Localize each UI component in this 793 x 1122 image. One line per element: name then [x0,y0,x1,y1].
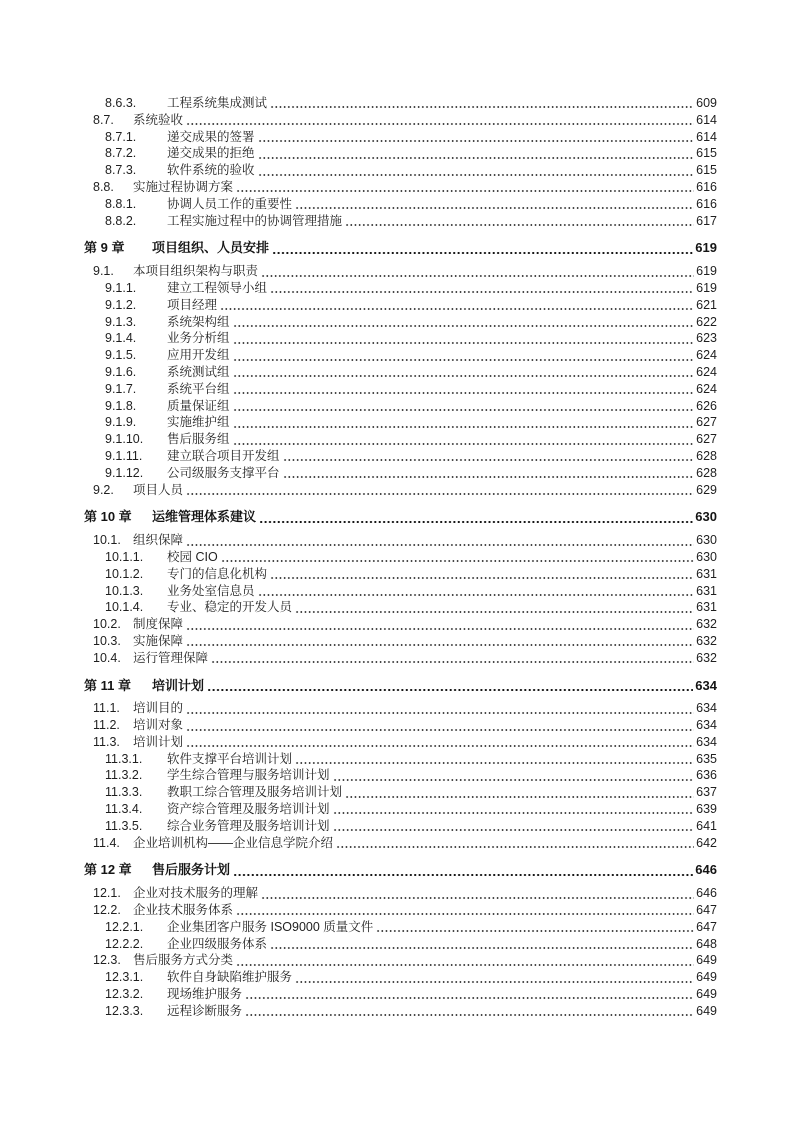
toc-entry [105,129,717,146]
toc-entry-title: 协调人员工作的重要性 [167,196,293,211]
toc-entry-page: 609 [696,96,717,110]
toc-entry-number: 10.2. [93,617,121,632]
toc-entry-title: 教职工综合管理及服务培训计划 [167,785,343,800]
toc-entry [93,179,717,196]
toc-entry-title: 企业对技术服务的理解 [133,886,259,901]
toc-entry-number: 9.1.7. [105,381,137,396]
dot-leader [270,936,694,953]
toc-entry-page: 647 [696,903,717,918]
dot-leader [236,952,694,969]
toc-entry-page: 631 [696,600,717,615]
toc-entry-page: 634 [696,718,717,733]
dot-leader [186,112,694,129]
dot-leader [261,885,694,902]
toc-entry [105,314,717,331]
toc-chapter-heading-page: 634 [695,677,717,693]
toc-chapter-heading-number: 第 12 章 [84,862,132,878]
toc-entry [105,465,717,482]
toc-section [84,862,717,1019]
toc-entry-number: 8.7.2. [105,146,137,161]
toc-entry [105,919,717,936]
toc-entry-number: 9.1.9. [105,415,137,430]
dot-leader [233,431,695,448]
toc-entry-number: 11.1. [93,701,120,716]
toc-entry-number: 11.3.2. [105,768,143,783]
toc-entry-page: 627 [696,432,717,447]
toc-entry-title: 制度保障 [133,617,184,632]
dot-leader [261,263,694,280]
toc-entry-page: 624 [696,364,717,379]
toc-entry-page: 614 [696,129,717,144]
toc-entry [105,330,717,347]
toc-entry-page: 634 [696,701,717,716]
toc-entry-page: 649 [696,953,717,968]
dot-leader [258,129,695,146]
toc-entry [105,347,717,364]
toc-entry-title: 业务分析组 [167,331,230,346]
toc-entry-number: 11.2. [93,718,120,733]
toc-entry [105,297,717,314]
toc-entry-number: 9.1.4. [105,331,137,346]
toc-entry [105,414,717,431]
toc-entry-number: 9.1.3. [105,314,137,329]
toc-entry-title: 售后服务组 [167,432,230,447]
dot-leader [233,364,695,381]
toc-entry-title: 远程诊断服务 [167,1003,243,1018]
dot-leader [270,95,694,112]
toc-entry-number: 8.7.3. [105,163,137,178]
toc-entry [105,969,717,986]
toc-entry [105,95,717,112]
toc-entry-title: 软件支撑平台培训计划 [167,751,293,766]
toc-entry [105,801,717,818]
dot-leader [333,801,695,818]
toc-entry-title: 系统验收 [133,112,184,127]
toc-entry-title: 递交成果的签署 [167,129,255,144]
toc-entry-number: 9.1.2. [105,297,137,312]
toc-entry-page: 630 [696,549,717,564]
toc-entry-title: 软件系统的验收 [167,163,255,178]
toc-entry-page: 626 [696,398,717,413]
toc-entry-number: 9.2. [93,482,114,497]
toc-entry-title: 系统测试组 [167,364,230,379]
toc-chapter-heading [84,240,717,257]
dot-leader [221,549,694,566]
toc-entry-number: 10.3. [93,633,121,648]
toc-entry-page: 634 [696,734,717,749]
dot-leader [186,717,694,734]
toc-entry-title: 系统平台组 [167,381,230,396]
dot-leader [295,196,694,213]
toc-entry [93,532,717,549]
toc-entry-page: 639 [696,802,717,817]
toc-chapter-heading-title: 项目组织、人员安排 [152,240,270,256]
toc-entry [105,784,717,801]
toc-entry-number: 8.8. [93,179,114,194]
toc-entry-title: 校园 CIO [167,549,218,564]
toc-entry [105,936,717,953]
dot-leader [233,314,695,331]
toc-entry-title: 递交成果的拒绝 [167,146,255,161]
toc-entry-number: 8.8.2. [105,213,137,228]
dot-leader [295,599,694,616]
toc-entry-number: 10.1.1. [105,549,144,564]
toc-entry-number: 10.1. [93,533,121,548]
toc-entry [105,213,717,230]
toc-entry [105,566,717,583]
toc-entry [105,196,717,213]
toc-entry-number: 11.3.4. [105,802,143,817]
toc-entry [93,952,717,969]
toc-entry-title: 组织保障 [133,533,184,548]
toc-chapter-heading [84,678,717,695]
toc-entry-number: 10.1.4. [105,600,144,615]
toc-entry [93,650,717,667]
toc-entry-number: 12.1. [93,886,121,901]
toc-entry-title: 现场维护服务 [167,987,243,1002]
toc-entry-title: 企业集团客户服务 ISO9000 质量文件 [167,919,374,934]
toc-entry-number: 11.3. [93,734,120,749]
toc-entry-page: 631 [696,566,717,581]
toc-entry-number: 12.2.1. [105,919,144,934]
toc-entry-title: 实施维护组 [167,415,230,430]
dot-leader [245,986,694,1003]
toc-entry-title: 建立工程领导小组 [167,280,268,295]
dot-leader [245,1003,694,1020]
toc-entry-number: 9.1.8. [105,398,137,413]
toc-entry-number: 12.3.1. [105,970,144,985]
toc-chapter-heading-title: 培训计划 [152,677,205,693]
toc-entry-number: 9.1.11. [105,448,143,463]
toc-entry-number: 9.1.1. [105,280,137,295]
toc-entry-page: 615 [696,146,717,161]
dot-leader [270,280,694,297]
dot-leader [186,616,694,633]
toc-entry [93,734,717,751]
toc-entry-title: 系统架构组 [167,314,230,329]
dot-leader [270,566,694,583]
toc-entry-number: 12.3.2. [105,987,144,1002]
toc-chapter-heading-page: 646 [695,862,717,878]
toc-entry-number: 10.4. [93,650,121,665]
toc-entry [93,902,717,919]
toc-entry [105,986,717,1003]
toc-entry-title: 企业培训机构——企业信息学院介绍 [133,835,334,850]
toc-entry [105,381,717,398]
toc-entry [93,112,717,129]
dot-leader [283,448,695,465]
toc-entry [105,583,717,600]
toc-chapter-heading-number: 第 11 章 [84,677,131,693]
dot-leader [233,347,695,364]
toc-entry-title: 建立联合项目开发组 [167,448,280,463]
dot-leader [186,734,694,751]
toc-entry-page: 621 [696,297,717,312]
toc-entry-page: 641 [696,818,717,833]
toc-entry-title: 专门的信息化机构 [167,566,268,581]
toc-entry-number: 12.3.3. [105,1003,144,1018]
toc-entry-title: 业务处室信息员 [167,583,255,598]
toc-entry-page: 649 [696,987,717,1002]
dot-leader [186,482,694,499]
toc-chapter-heading-page: 630 [695,509,717,525]
dot-leader [259,509,693,526]
toc-entry [105,431,717,448]
toc-entry-title: 运行管理保障 [133,650,209,665]
toc-entry-title: 工程系统集成测试 [167,96,268,110]
toc-entry-title: 售后服务方式分类 [133,953,234,968]
toc-entry-page: 624 [696,381,717,396]
toc-entry [93,885,717,902]
toc-entry [105,280,717,297]
dot-leader [233,414,695,431]
toc-entry-page: 649 [696,1003,717,1018]
toc-entry-number: 9.1.12. [105,465,144,480]
toc-entry-number: 11.3.1. [105,751,143,766]
dot-leader [186,700,694,717]
toc-entry-page: 615 [696,163,717,178]
dot-leader [211,650,694,667]
dot-leader [258,583,695,600]
toc-entry-number: 11.3.5. [105,818,143,833]
toc-entry-page: 647 [696,919,717,934]
toc-entry-page: 622 [696,314,717,329]
toc-entry-number: 9.1.6. [105,364,137,379]
toc-entry [105,549,717,566]
toc-entry [93,717,717,734]
toc-entry-title: 公司级服务支撑平台 [167,465,280,480]
toc-chapter-heading-title: 售后服务计划 [152,862,231,878]
toc-entry [105,751,717,768]
toc-entry [105,767,717,784]
toc-chapter-heading-number: 第 10 章 [84,509,132,525]
dot-leader [186,633,694,650]
toc-entry-page: 629 [696,482,717,497]
toc-entry-page: 632 [696,617,717,632]
toc-entry-title: 专业、稳定的开发人员 [167,600,293,615]
toc-entry-title: 企业技术服务体系 [133,903,234,918]
toc-entry [93,700,717,717]
dot-leader [233,330,695,347]
toc-entry-number: 12.2. [93,903,121,918]
dot-leader [236,179,694,196]
toc-entry-number: 8.7.1. [105,129,137,144]
dot-leader [345,213,694,230]
toc-entry-page: 616 [696,179,717,194]
toc-entry [105,398,717,415]
toc-entry-number: 9.1.5. [105,348,137,363]
toc-section [84,509,717,666]
toc-entry [105,448,717,465]
dot-leader [345,784,694,801]
dot-leader [295,969,694,986]
toc-entry-page: 630 [696,533,717,548]
dot-leader [258,162,695,179]
toc-entry-page: 637 [696,785,717,800]
toc-entry-title: 综合业务管理及服务培训计划 [167,818,330,833]
dot-leader [272,240,693,257]
toc-entry-number: 8.6.3. [105,96,137,110]
toc-entry-title: 项目经理 [167,297,218,312]
toc-entry [105,818,717,835]
toc-entry [93,835,717,852]
table-of-contents [84,95,717,1020]
toc-entry-page: 624 [696,348,717,363]
toc-entry-page: 635 [696,751,717,766]
toc-entry-title: 培训目的 [133,701,184,716]
toc-section [84,240,717,498]
toc-entry-page: 649 [696,970,717,985]
toc-entry-page: 628 [696,465,717,480]
dot-leader [258,145,695,162]
toc-entry-title: 资产综合管理及服务培训计划 [167,802,330,817]
toc-entry-page: 632 [696,650,717,665]
dot-leader [333,767,695,784]
toc-entry-number: 11.3.3. [105,785,143,800]
dot-leader [236,902,694,919]
toc-entry-title: 实施过程协调方案 [133,179,234,194]
toc-entry [93,633,717,650]
toc-entry-title: 本项目组织架构与职责 [133,264,259,279]
toc-entry-page: 646 [696,886,717,901]
toc-entry [105,1003,717,1020]
toc-entry [105,145,717,162]
toc-entry-page: 627 [696,415,717,430]
dot-leader [220,297,694,314]
toc-entry-page: 619 [696,280,717,295]
toc-chapter-heading-page: 619 [695,240,717,256]
toc-chapter-heading [84,862,717,879]
toc-entry-title: 实施保障 [133,633,184,648]
dot-leader [336,835,694,852]
dot-leader [233,862,693,879]
toc-entry-title: 培训对象 [133,718,184,733]
toc-entry-page: 616 [696,196,717,211]
dot-leader [376,919,694,936]
dot-leader [233,398,695,415]
toc-entry-title: 培训计划 [133,734,184,749]
toc-entry-number: 10.1.3. [105,583,144,598]
toc-entry-number: 8.8.1. [105,196,137,211]
toc-entry-page: 617 [696,213,717,228]
toc-entry-page: 628 [696,448,717,463]
toc-entry-number: 11.4. [93,835,120,850]
toc-entry [105,162,717,179]
toc-entry-number: 12.3. [93,953,121,968]
toc-entry [105,364,717,381]
toc-chapter-heading [84,509,717,526]
dot-leader [186,532,694,549]
toc-entry-number: 8.7. [93,112,114,127]
toc-entry-title: 项目人员 [133,482,184,497]
dot-leader [283,465,695,482]
toc-entry-page: 648 [696,936,717,951]
toc-entry-number: 10.1.2. [105,566,144,581]
toc-entry-number: 9.1. [93,264,114,279]
toc-entry-title: 学生综合管理与服务培训计划 [167,768,330,783]
toc-entry-page: 619 [696,264,717,279]
toc-entry-title: 质量保证组 [167,398,230,413]
toc-entry-title: 应用开发组 [167,348,230,363]
toc-section [84,678,717,852]
toc-entry [93,482,717,499]
dot-leader [333,818,695,835]
toc-entry [105,599,717,616]
toc-chapter-heading-title: 运维管理体系建议 [152,509,257,525]
toc-entry [93,263,717,280]
toc-entry-number: 9.1.10. [105,432,144,447]
dot-leader [207,678,693,695]
toc-entry-page: 623 [696,331,717,346]
toc-section [84,95,717,229]
dot-leader [233,381,695,398]
toc-chapter-heading-number: 第 9 章 [84,240,125,256]
toc-entry-page: 642 [696,835,717,850]
toc-entry-page: 632 [696,633,717,648]
toc-entry-number: 12.2.2. [105,936,144,951]
toc-entry-page: 631 [696,583,717,598]
toc-entry-page: 636 [696,768,717,783]
toc-entry-title: 工程实施过程中的协调管理措施 [167,213,343,228]
toc-entry-page: 614 [696,112,717,127]
toc-entry [93,616,717,633]
toc-entry-title: 软件自身缺陷维护服务 [167,970,293,985]
toc-entry-title: 企业四级服务体系 [167,936,268,951]
dot-leader [295,751,694,768]
